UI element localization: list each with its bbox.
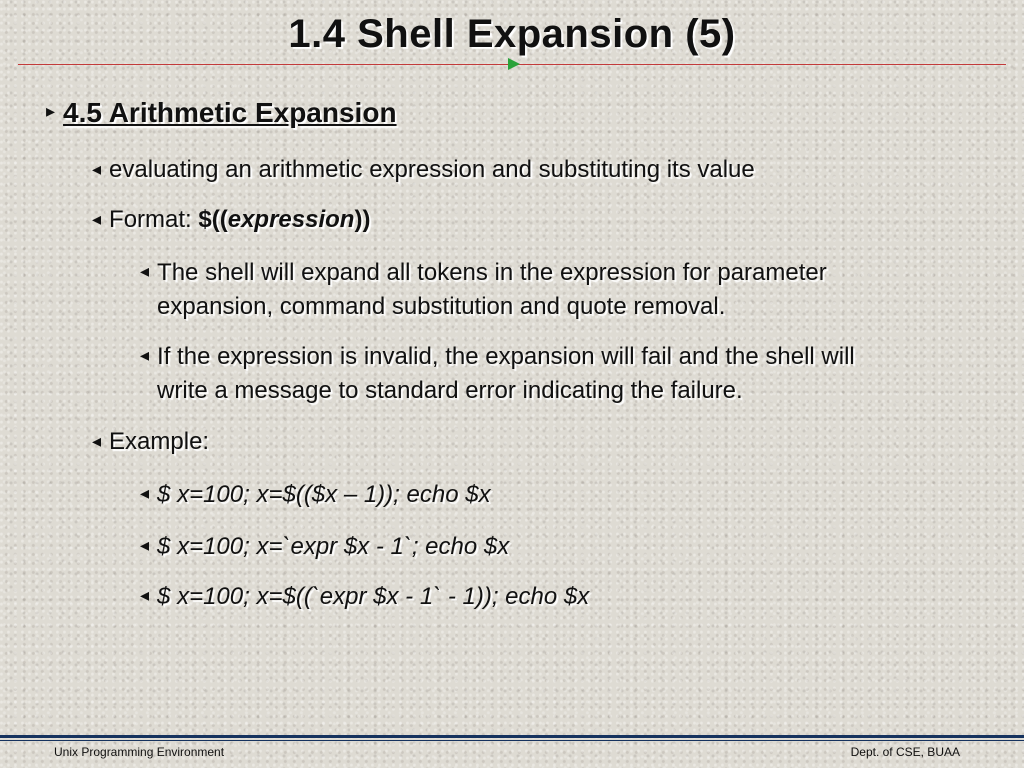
triangle-left-icon: ◂	[140, 535, 150, 555]
text-line: write a message to standard error indicating the failure.	[157, 377, 743, 404]
sub-bullet-invalid	[140, 340, 855, 408]
text-line: If the expression is invalid, the expansion will fail and the shell will	[157, 343, 855, 370]
bullet-example	[92, 426, 209, 458]
format-suffix: ))	[354, 206, 371, 233]
format-expression: expression	[227, 206, 355, 233]
format-prefix: $((	[198, 206, 228, 233]
sub-bullet-text	[157, 340, 855, 408]
section-heading: 4.5 Arithmetic Expansion	[63, 97, 397, 128]
example-label: Example:	[109, 428, 210, 455]
triangle-left-icon: ◂	[140, 585, 150, 605]
footer-divider-thin	[0, 740, 1024, 741]
triangle-left-icon: ◂	[140, 483, 150, 503]
sub-bullet-text	[157, 256, 827, 324]
bullet-format	[92, 204, 370, 236]
example-code: $ x=100; x=$(($x – 1)); echo $x	[157, 481, 491, 508]
heading-item	[46, 96, 397, 130]
triangle-right-icon: ▸	[46, 101, 56, 121]
format-line	[109, 204, 370, 236]
example-item	[140, 478, 491, 512]
footer-divider	[0, 735, 1024, 738]
triangle-left-icon: ◂	[92, 159, 102, 179]
footer-left: Unix Programming Environment	[54, 745, 225, 759]
bullet-description	[92, 154, 755, 186]
example-item	[140, 580, 589, 614]
triangle-left-icon: ◂	[140, 345, 150, 365]
footer-right: Dept. of CSE, BUAA	[850, 745, 960, 759]
sub-bullet-expansion	[140, 256, 827, 324]
text-line: expansion, command substitution and quote removal.	[157, 293, 726, 320]
triangle-left-icon: ◂	[92, 431, 102, 451]
text-line: The shell will expand all tokens in the expression for parameter	[157, 259, 827, 286]
triangle-left-icon: ◂	[140, 261, 150, 281]
format-label: Format:	[109, 206, 199, 233]
triangle-left-icon: ◂	[92, 209, 102, 229]
example-code: $ x=100; x=$((`expr $x - 1` - 1)); echo $x	[157, 583, 590, 610]
description-text: evaluating an arithmetic expression and substituting its value	[109, 156, 755, 183]
example-code: $ x=100; x=`expr $x - 1`; echo $x	[157, 533, 510, 560]
title-arrow-icon	[508, 58, 520, 70]
slide-title: 1.4 Shell Expansion (5)	[288, 12, 736, 56]
example-item	[140, 530, 509, 564]
